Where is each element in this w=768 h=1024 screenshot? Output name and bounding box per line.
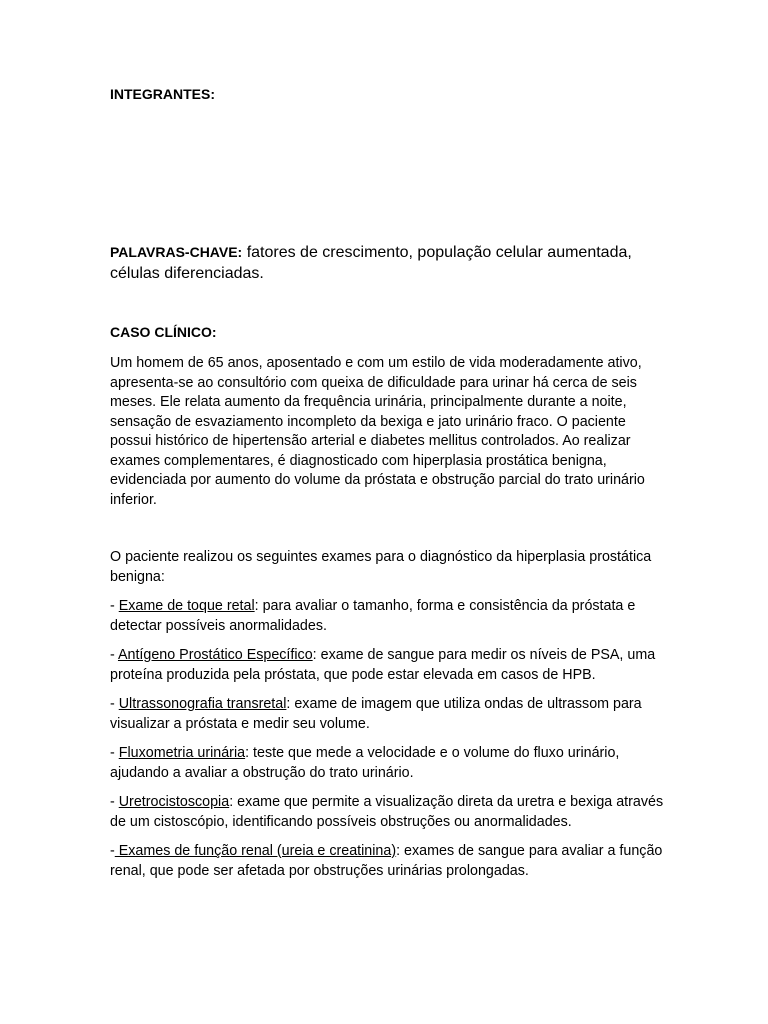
exam-prefix: -: [110, 598, 119, 614]
exam-description: : exame de sangue para medir os níveis de PSA, uma proteína produzida pela próstata, que pode estar elevada em casos de HPB.: [110, 647, 656, 683]
exam-prefix: -: [110, 696, 119, 712]
exam-item-funcao-renal: [110, 842, 666, 881]
exam-description: : para avaliar o tamanho, forma e consistência da próstata e detectar possíveis anormalidades.: [110, 598, 636, 634]
exams-intro-paragraph: O paciente realizou os seguintes exames para o diagnóstico da hiperplasia prostática benigna:: [110, 549, 652, 585]
exam-prefix: -: [110, 843, 115, 859]
exam-description: : exame de imagem que utiliza ondas de ultrassom para visualizar a próstata e medir seu volume.: [110, 696, 642, 732]
exam-prefix: -: [110, 647, 118, 663]
exam-name: Exames de função renal (ureia e creatinina): [114, 843, 397, 859]
exam-item-ultrassonografia: [110, 695, 666, 734]
exam-name: Fluxometria urinária: [118, 745, 246, 761]
case-paragraph: Um homem de 65 anos, aposentado e com um estilo de vida moderadamente ativo, apresenta-se ao consultório com queixa de dificuldade para urinar há cerca de seis meses. Ele relata aumento da frequência urinária, principalmente durante a noite, sensação de esvaziamento incompleto da bexiga e jato urinário fraco. O paciente possui histórico de hipertensão arterial e diabetes mellitus controlados. Ao realizar exames complementares, é diagnosticado com hiperplasia prostática benigna, evidenciada por aumento do volume da próstata e obstrução parcial do trato urinário inferior.: [110, 355, 645, 508]
keywords-paragraph: [110, 242, 650, 284]
case-heading: CASO CLÍNICO:: [110, 324, 217, 340]
exam-name: Ultrassonografia transretal: [118, 696, 287, 712]
exam-name: Uretrocistoscopia: [118, 794, 230, 810]
exam-description: : exames de sangue para avaliar a função renal, que pode ser afetada por obstruções urinárias prolongadas.: [110, 843, 663, 879]
exam-name: Antígeno Prostático Específico: [117, 647, 313, 663]
exam-item-uretrocistoscopia: [110, 793, 666, 832]
exam-item-fluxometria: [110, 744, 666, 783]
integrantes-heading: INTEGRANTES:: [110, 86, 215, 102]
exam-item-toque-retal: [110, 597, 666, 636]
exam-name: Exame de toque retal: [118, 598, 255, 614]
keywords-label: PALAVRAS-CHAVE:: [110, 244, 243, 260]
exam-prefix: -: [110, 745, 119, 761]
exam-prefix: -: [110, 794, 119, 810]
exam-description: : teste que mede a velocidade e o volume do fluxo urinário, ajudando a avaliar a obstrução do trato urinário.: [110, 745, 620, 781]
exam-description: : exame que permite a visualização direta da uretra e bexiga através de um cistoscópio, identificando possíveis obstruções ou anormalidades.: [110, 794, 664, 830]
exams-list: [110, 597, 666, 891]
keywords-text: fatores de crescimento, população celular aumentada, células diferenciadas.: [110, 244, 632, 282]
exam-item-psa: [110, 646, 666, 685]
